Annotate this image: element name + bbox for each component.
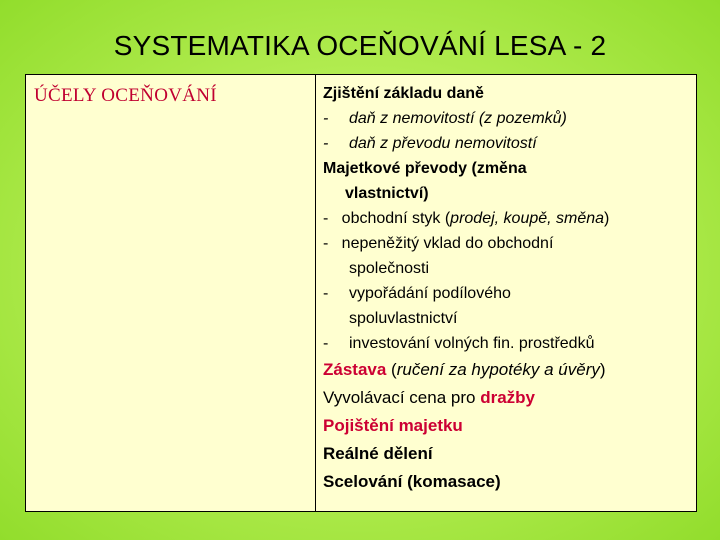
left-heading: ÚČELY OCEŇOVÁNÍ xyxy=(34,85,217,106)
content-table xyxy=(25,74,697,512)
line-auction-price: Vyvolávací cena pro dražby xyxy=(323,388,535,407)
right-cell xyxy=(316,75,696,511)
line-coownership: - vypořádání podílového xyxy=(323,285,511,302)
line-investment: - investování volných fin. prostředků xyxy=(323,335,595,352)
line-nonmonetary-deposit-cont: společnosti xyxy=(349,260,430,277)
line-consolidation: Scelování (komasace) xyxy=(323,472,501,491)
line-property-transfers: Majetkové převody (změna xyxy=(323,160,527,177)
slide-title: SYSTEMATIKA OCEŇOVÁNÍ LESA - 2 xyxy=(113,30,607,61)
line-real-division: Reálné dělení xyxy=(323,444,433,463)
line-property-transfers-cont: vlastnictví) xyxy=(345,185,429,202)
line-coownership-cont: spoluvlastnictví xyxy=(349,310,458,327)
line-transfer-tax: - daň z převodu nemovitostí xyxy=(323,135,537,152)
line-nonmonetary-deposit: - nepeněžitý vklad do obchodní xyxy=(323,235,554,252)
line-tax-base: Zjištění základu daně xyxy=(323,85,484,102)
left-cell xyxy=(26,75,316,511)
line-pledge: Zástava (ručení za hypotéky a úvěry) xyxy=(323,360,606,379)
line-trade: - obchodní styk (prodej, koupě, směna) xyxy=(323,210,610,227)
line-insurance: Pojištění majetku xyxy=(323,416,463,435)
line-property-tax: - daň z nemovitostí (z pozemků) xyxy=(323,110,567,127)
